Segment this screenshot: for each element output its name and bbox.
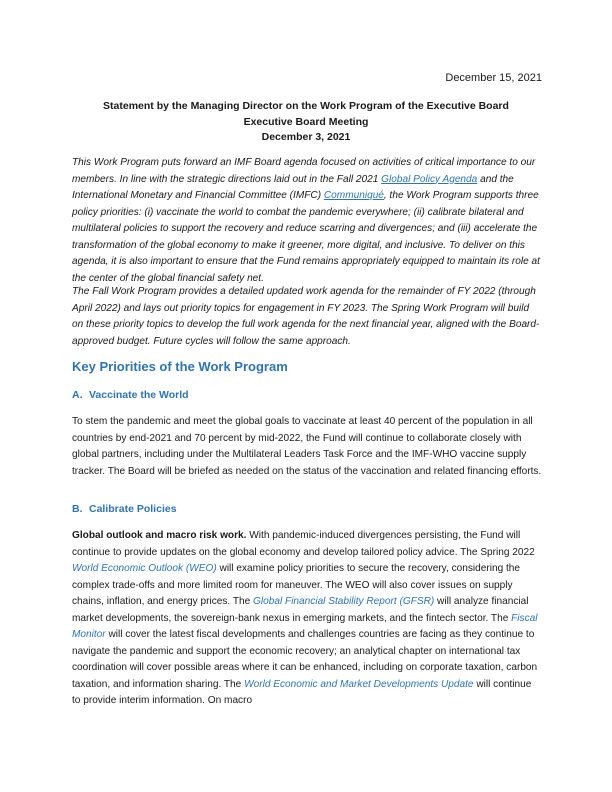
intro-paragraph-2: The Fall Work Program provides a detailed updated work agenda for the remainder of FY 2022 (through April 2022) and lays out priority topics for engagement in FY 2023. The Spring Work Program will build on these priority topics to develop the full work agenda for the next financial year, aligned with the Board-approved budget. Future cycles will follow the same approach. [72, 286, 540, 347]
section-heading: Key Priorities of the Work Program [72, 359, 288, 374]
subsection-b-heading: B. Calibrate Policies [72, 503, 177, 515]
subsection-a-body: To stem the pandemic and meet the global goals to vaccinate at least 40 percent of the population in all countries by end-2021 and 70 percent by mid-2022, the Fund will continue to collaborate closely with global partners, including under the Multilateral Leaders Task Force and the IMF-WHO vaccine supply tracker. The Board will be briefed as needed on the status of the vaccination and related financing efforts. [72, 416, 542, 477]
weo-link[interactable]: World Economic Outlook (WEO) [72, 563, 217, 574]
document-title [72, 99, 540, 146]
subsection-b-body: Global outlook and macro risk work. With pandemic-induced divergences persisting, the Fund will continue to provide updates on the global economy and develop tailored policy advice. The Spring 2022 World Economic Outlook (WEO) will examine policy priorities to secure the recovery, considering the complex trade-offs and more limited room for maneuver. The WEO will also cover issues on supply chains, inflation, and energy prices. The Global Financial Stability Report (GFSR) will analyze financial market developments, the sovereign-bank nexus in emerging markets, and the fintech sector. The Fiscal Monitor will cover the latest fiscal developments and challenges countries are facing as they continue to navigate the pandemic and support the economic recovery; an analytical chapter on international tax coordination will cover possible areas where it can be enhanced, including on corporate taxation, carbon taxation, and information sharing. The World Economic and Market Developments Update will continue to provide interim information. On macro [72, 530, 538, 706]
gfsr-link[interactable]: Global Financial Stability Report (GFSR) [253, 596, 435, 607]
title-line-1: Statement by the Managing Director on the Work Program of the Executive Board [103, 100, 509, 112]
fiscal-monitor-link[interactable]: Fiscal Monitor [72, 612, 538, 640]
document-date: December 15, 2021 [445, 72, 542, 84]
intro-paragraph-1: This Work Program puts forward an IMF Board agenda focused on activities of critical importance to our members. In line with the strategic directions laid out in the Fall 2021 Global Policy Agenda and the International Monetary and Financial Committee (IMFC) Communiqué, the Work Program supports three policy priorities: (i) vaccinate the world to combat the pandemic everywhere; (ii) calibrate bilateral and multilateral policies to support the recovery and reduce scarring and divergences; and (iii) accelerate the transformation of the global economy to make it greener, more digital, and inclusive. To deliver on this agenda, it is also important to ensure that the Fund remains appropriately equipped to maintain its role at the center of the global financial safety net. [72, 157, 540, 284]
subsection-a-heading: A. Vaccinate the World [72, 389, 189, 401]
global-policy-agenda-link[interactable]: Global Policy Agenda [381, 173, 478, 185]
paragraph-lead: Global outlook and macro risk work. [72, 530, 247, 541]
communique-link[interactable]: Communiqué [323, 190, 384, 201]
title-line-2: Executive Board Meeting [243, 115, 369, 128]
title-line-3: December 3, 2021 [261, 131, 351, 143]
wemd-update-link[interactable]: World Economic and Market Developments Update [244, 678, 474, 690]
